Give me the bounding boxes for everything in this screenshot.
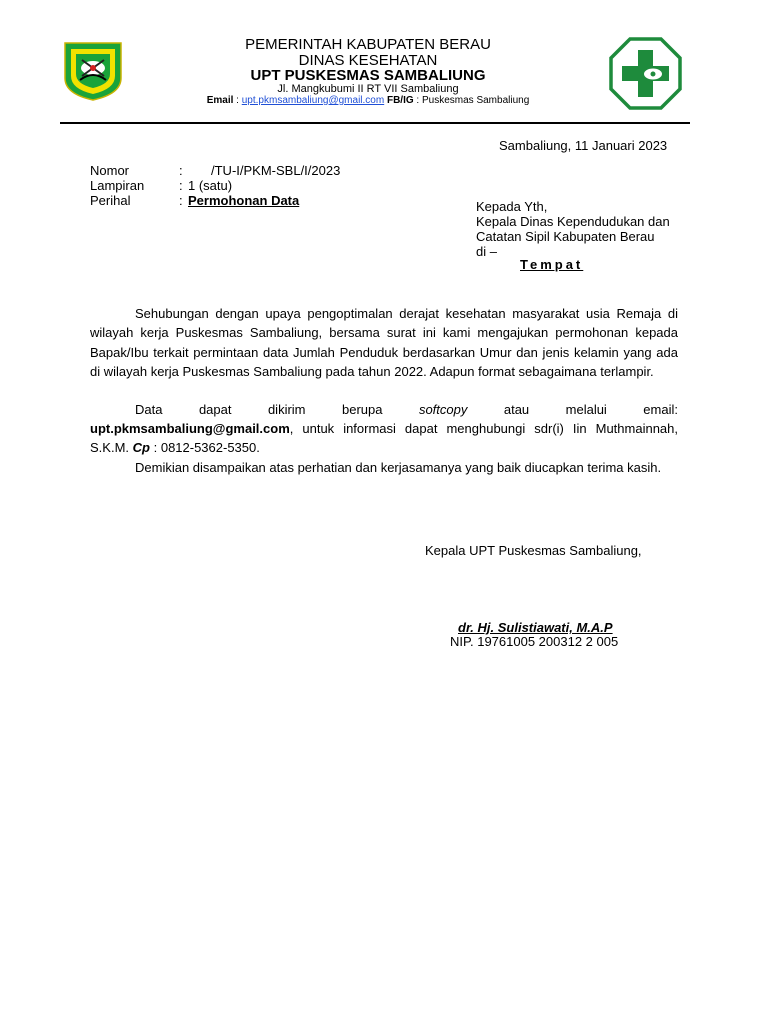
body-paragraph-1: Sehubungan dengan upaya pengoptimalan derajat kesehatan masyarakat usia Remaja di wilayah kerja Puskesmas Sambaliung, bersama surat ini kami mengajukan permohonan kepada Bapak/Ibu terkait permintaan data Jumlah Penduduk berdasarkan Umur dan jenis kelamin yang ada di wilayah kerja Puskesmas Sambaliung pada tahun 2022. Adapun format sebagaimana terlampir. xyxy=(90,306,678,380)
email-label: Email xyxy=(206,95,234,106)
letterhead-contact: Email : upt.pkmsambaliung@gmail.com FB/IG : Puskesmas Sambaliung xyxy=(206,95,530,106)
body-paragraph-4: Demikian disampaikan atas perhatian dan kerjasamanya yang baik diucapkan terima kasih. xyxy=(135,460,662,475)
letter-meta: Nomor : /TU-I/PKM-SBL/I/2023 Lampiran : 1 (satu) Perihal : Permohonan Data xyxy=(90,163,341,208)
recipient-title-1: Kepala Dinas Kependudukan dan xyxy=(476,214,670,229)
recipient-di: di – xyxy=(476,244,497,259)
signature-nip: NIP. 19761005 200312 2 005 xyxy=(450,634,619,649)
body-contact-text: , untuk informasi dapat menghubungi sdr(i) Iin Muthmainnah, S.K.M. xyxy=(90,421,678,456)
letterhead-department: DINAS KESEHATAN xyxy=(298,52,438,69)
perihal-label: Perihal xyxy=(90,193,131,208)
letterhead-address: Jl. Mangkubumi II RT VII Sambaliung xyxy=(277,83,459,95)
body-p2-end: atau melalui email: xyxy=(503,402,678,417)
body-email: upt.pkmsambaliung@gmail.com xyxy=(90,421,290,436)
social-label: FB/IG xyxy=(386,95,414,106)
letterhead-institution: UPT PUSKESMAS SAMBALIUNG xyxy=(250,67,486,84)
body-phone: : 0812-5362-5350. xyxy=(153,440,260,456)
lampiran-label: Lampiran xyxy=(90,178,145,193)
social-value: Puskesmas Sambaliung xyxy=(421,95,530,106)
body-paragraph-2 xyxy=(90,400,678,419)
email-link[interactable]: upt.pkmsambaliung@gmail.com xyxy=(241,95,385,106)
body-cp-label: Cp xyxy=(132,440,150,456)
signature-name: dr. Hj. Sulistiawati, M.A.P xyxy=(458,620,613,635)
puskesmas-logo-icon xyxy=(609,37,682,110)
letter-date: Sambaliung, 11 Januari 2023 xyxy=(499,138,668,153)
nomor-label: Nomor xyxy=(90,163,130,178)
letterhead-government: PEMERINTAH KABUPATEN BERAU xyxy=(245,36,491,53)
recipient-place: Tempat xyxy=(520,257,584,272)
lampiran-value: 1 (satu) xyxy=(188,178,233,193)
recipient-greeting: Kepada Yth, xyxy=(476,199,548,214)
body-paragraph-3 xyxy=(90,419,678,458)
body-p2-softcopy: softcopy xyxy=(418,402,468,417)
berau-regency-crest-icon xyxy=(62,40,124,102)
nomor-value: /TU-I/PKM-SBL/I/2023 xyxy=(211,163,341,178)
letterhead-divider xyxy=(60,122,690,124)
recipient-block xyxy=(476,199,670,259)
perihal-value: Permohonan Data xyxy=(188,193,300,208)
recipient-title-2: Catatan Sipil Kabupaten Berau xyxy=(476,229,655,244)
body-p2-start: Data dapat dikirim berupa xyxy=(135,402,383,417)
signature-closing: Kepala UPT Puskesmas Sambaliung, xyxy=(425,543,642,558)
